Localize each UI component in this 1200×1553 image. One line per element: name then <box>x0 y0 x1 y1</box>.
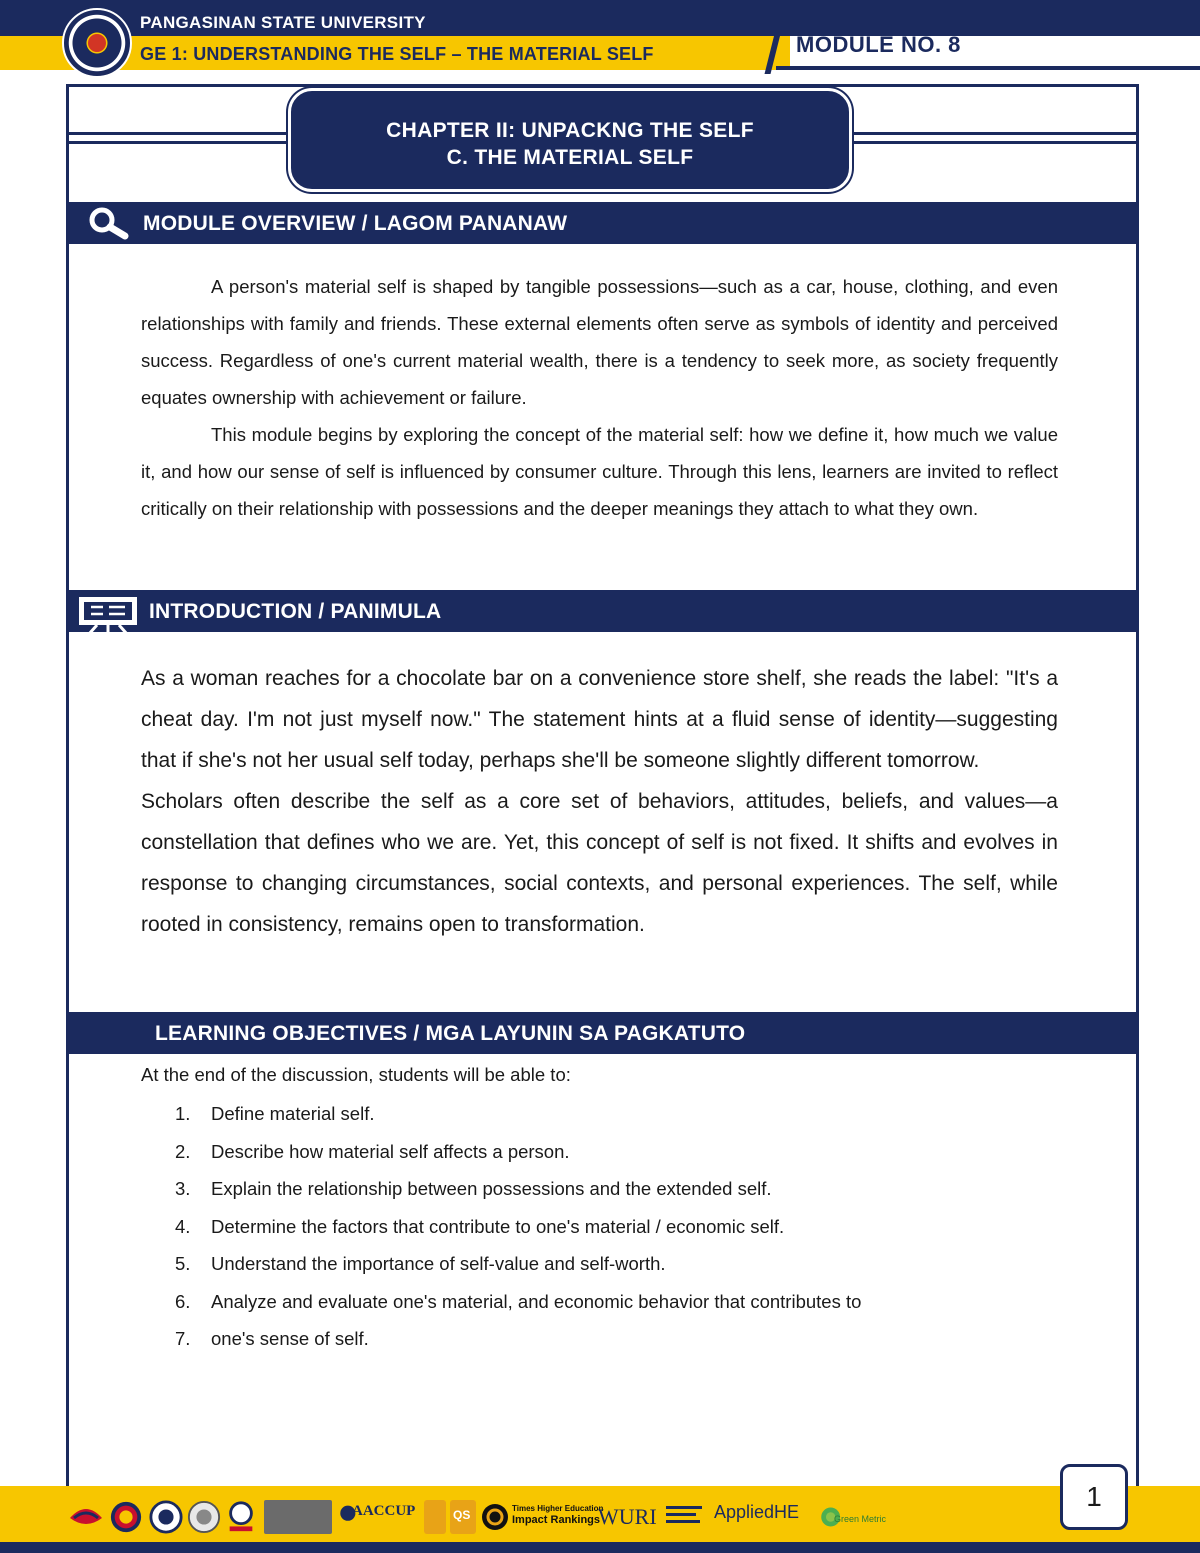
introduction-paragraph: Scholars often describe the self as a core set of behaviors, attitudes, beliefs, and values—a constellation that defines who we are. Yet, this concept of self is not fixed. It shifts and evolves in response to changing circumstances, social contexts, and personal experiences. The self, while rooted in consistency, remains open to transformation. <box>141 790 1058 936</box>
list-number: 5. <box>175 1253 191 1274</box>
list-item <box>141 1250 1058 1288</box>
qs-badge-icon <box>450 1500 476 1534</box>
rating-badge-icon <box>424 1500 446 1534</box>
module-number: MODULE NO. 8 <box>796 32 961 57</box>
overview-paragraph: This module begins by exploring the concept of the material self: how we define it, how much we value it, and how our sense of self is influenced by consumer culture. Through this lens, learners are invited to reflect critically on their relationship with possessions and the deeper meanings they attach to what they own. <box>141 424 1058 519</box>
page-number: 1 <box>1086 1481 1102 1512</box>
chapter-title-box <box>288 88 852 192</box>
overview-section-bar <box>69 202 1136 244</box>
list-item <box>141 1288 1058 1326</box>
list-text: Define material self. <box>211 1103 375 1124</box>
introduction-section-bar <box>69 590 1136 632</box>
introduction-text <box>141 658 1058 945</box>
the-label: Times Higher Education <box>512 1504 604 1513</box>
presentation-board-icon <box>75 594 141 634</box>
overview-title: MODULE OVERVIEW / LAGOM PANANAW <box>143 212 568 235</box>
magnifier-icon <box>85 206 131 240</box>
list-item <box>141 1138 1058 1176</box>
header-underline <box>776 66 1200 70</box>
appliedhe-label: AppliedHE <box>714 1502 800 1522</box>
qs-label: QS <box>453 1508 471 1522</box>
list-number: 6. <box>175 1290 191 1312</box>
overview-text <box>141 268 1058 527</box>
objectives-list <box>141 1100 1058 1363</box>
seal-logo-icon <box>148 1500 184 1534</box>
list-text: Describe how material self affects a person. <box>211 1140 570 1162</box>
list-item <box>141 1213 1058 1251</box>
university-seal-icon <box>62 8 132 78</box>
green-metric-label: Green Metric <box>834 1514 887 1524</box>
university-name: PANGASINAN STATE UNIVERSITY <box>140 13 426 32</box>
aaccup-label: AACCUP <box>352 1503 416 1519</box>
asean-logo-icon <box>108 1500 144 1534</box>
accreditation-badge-icon <box>264 1500 332 1534</box>
objectives-section-bar <box>69 1012 1136 1054</box>
introduction-title: INTRODUCTION / PANIMULA <box>149 600 442 623</box>
list-number: 7. <box>175 1328 191 1349</box>
list-number: 1. <box>175 1103 191 1124</box>
the-logo-icon <box>480 1500 510 1534</box>
list-number: 2. <box>175 1140 191 1162</box>
course-title: GE 1: UNDERSTANDING THE SELF – THE MATERIAL SELF <box>140 44 654 64</box>
seal-logo-icon <box>186 1500 222 1534</box>
list-item <box>141 1100 1058 1138</box>
overview-paragraph: A person's material self is shaped by tangible possessions—such as a car, house, clothing, and even relationships with family and friends. These external elements often serve as symbols of identity and perceived success. Regardless of one's current material wealth, there is a tendency to seek more, as society frequently equates ownership with achievement or failure. <box>141 276 1058 408</box>
wuri-label: WURI <box>598 1504 657 1529</box>
list-text: Understand the importance of self-value and self-worth. <box>211 1253 666 1274</box>
list-text: one's sense of self. <box>211 1328 369 1349</box>
objectives-lead: At the end of the discussion, students will be able to: <box>141 1064 571 1085</box>
chapter-subtitle: C. THE MATERIAL SELF <box>446 146 694 169</box>
list-text: Determine the factors that contribute to one's material / economic self. <box>211 1215 785 1237</box>
introduction-paragraph: As a woman reaches for a chocolate bar on a convenience store shelf, she reads the label: "It's a cheat day. I'm not just myself now." The statement hints at a fluid sense of identity—suggesting that if she's not her usual self today, perhaps she'll be someone slightly different tomorrow. <box>141 667 1058 772</box>
chapter-title: CHAPTER II: UNPACKNG THE SELF <box>386 119 754 142</box>
list-number: 3. <box>175 1178 191 1199</box>
objectives-title: LEARNING OBJECTIVES / MGA LAYUNIN SA PAGKATUTO <box>155 1022 746 1045</box>
certification-logo-icon <box>224 1500 258 1534</box>
list-item <box>141 1325 1058 1363</box>
bagong-pilipinas-logo-icon <box>66 1500 106 1534</box>
footer-navy-band <box>0 1542 1200 1553</box>
list-number: 4. <box>175 1215 191 1237</box>
list-text: Explain the relationship between possessions and the extended self. <box>211 1178 772 1199</box>
list-item <box>141 1175 1058 1213</box>
list-text: Analyze and evaluate one's material, and economic behavior that contributes to <box>211 1290 862 1312</box>
world-university-ranking-icon <box>666 1500 706 1534</box>
impact-rankings-label: Impact Rankings <box>512 1514 601 1526</box>
page-number-box <box>1060 1464 1128 1530</box>
